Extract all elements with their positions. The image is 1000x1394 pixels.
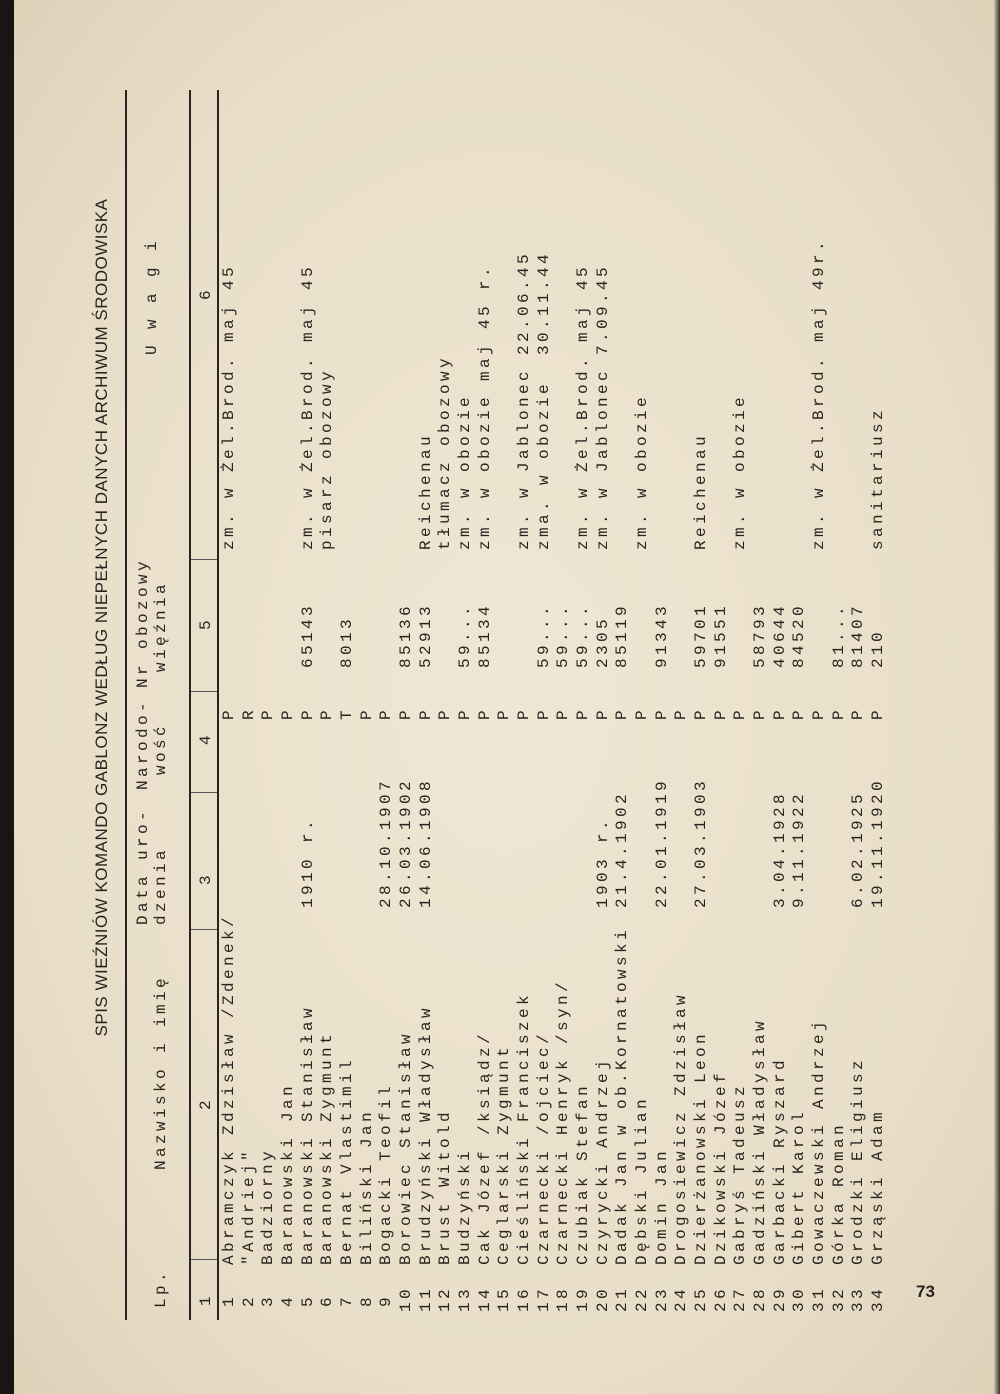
prisoner-name: Dzierżanowski Leon (692, 1030, 711, 1265)
row-number: 12 (436, 1285, 455, 1312)
nationality: P (751, 706, 770, 720)
nationality: P (357, 706, 376, 720)
column-divider (191, 792, 217, 793)
birth-date: 1910 r. (298, 816, 317, 908)
row-number: 18 (554, 1285, 573, 1312)
page-number: 73 (916, 1282, 935, 1301)
row-number: 27 (731, 1285, 750, 1312)
nationality: P (495, 706, 514, 720)
camp-number: 81... (829, 602, 848, 668)
row-number: 17 (534, 1285, 553, 1312)
remarks: zm. w Żel.Brod. maj 49r. (810, 237, 829, 550)
nationality: P (790, 706, 809, 720)
prisoner-name: Brudzyński Władysław (416, 1004, 435, 1265)
prisoner-name: Baranowski Stanisław (298, 1004, 317, 1265)
prisoner-name: Grząski Adam (869, 1108, 888, 1265)
column-number: 3 (197, 871, 215, 885)
column-number-rule (217, 90, 219, 1320)
row-number: 2 (239, 1293, 258, 1307)
table-row (554, 90, 574, 1320)
camp-number: 85134 (475, 602, 494, 668)
row-number: 9 (377, 1293, 396, 1307)
column-number: 4 (197, 731, 215, 745)
prisoner-name: Bernat Vlastimil (338, 1056, 357, 1265)
remarks: zm. w Żel.Brod. maj 45 (298, 263, 317, 550)
birth-date: 9.11.1922 (790, 790, 809, 908)
table-row (436, 90, 456, 1320)
camp-number: 59... (574, 602, 593, 668)
nationality: P (633, 706, 652, 720)
row-number: 34 (869, 1285, 888, 1312)
camp-number: 85119 (613, 602, 632, 668)
table-row (535, 90, 555, 1320)
camp-number: 81407 (849, 602, 868, 668)
birth-date: 26.03.1902 (397, 777, 416, 908)
table-row (613, 90, 633, 1320)
header-birth-line2: dzenia (152, 846, 170, 925)
row-number: 28 (751, 1285, 770, 1312)
row-number: 24 (672, 1285, 691, 1312)
camp-number: 8013 (338, 615, 357, 668)
table-row (712, 90, 732, 1320)
table-row (259, 90, 279, 1320)
prisoner-name: Dadak Jan w ob.Kornatowski (613, 926, 632, 1265)
column-divider (191, 559, 217, 560)
nationality: P (534, 706, 553, 720)
table-row (279, 90, 299, 1320)
row-number: 23 (652, 1285, 671, 1312)
nationality: P (515, 706, 534, 720)
birth-date: 14.06.1908 (416, 777, 435, 908)
row-number: 21 (613, 1285, 632, 1312)
remarks: Reichenau (416, 432, 435, 550)
row-number: 7 (338, 1293, 357, 1307)
birth-date: 28.10.1907 (377, 777, 396, 908)
camp-number: 59... (456, 602, 475, 668)
row-number: 1 (220, 1293, 238, 1307)
nationality: P (731, 706, 750, 720)
table-row (318, 90, 338, 1320)
prisoner-name: Czarnecki /ojciec/ (534, 1030, 553, 1265)
table-row (377, 90, 397, 1320)
row-number: 8 (357, 1293, 376, 1307)
rotated-table-page (90, 80, 910, 1320)
table-row (220, 90, 240, 1320)
row-number: 5 (298, 1293, 317, 1307)
camp-number: 52913 (416, 602, 435, 668)
nationality: P (220, 706, 238, 720)
column-divider (191, 929, 217, 930)
nationality: P (318, 706, 337, 720)
column-number: 6 (197, 286, 215, 300)
table-row (476, 90, 496, 1320)
prisoner-name: Borowiec Stanisław (397, 1030, 416, 1265)
remarks: zm. w obozie maj 45 r. (475, 263, 494, 550)
prisoner-name: Gabryś Tadeusz (731, 1082, 750, 1265)
header-nationality-line2: wość (152, 722, 170, 775)
nationality: T (338, 706, 357, 720)
table-row (731, 90, 751, 1320)
row-number: 15 (495, 1285, 514, 1312)
remarks: tłumacz obozowy (436, 354, 455, 550)
table-row (495, 90, 515, 1320)
camp-number: 59... (554, 602, 573, 668)
prisoner-name: Gadziński Władysław (751, 1017, 770, 1265)
table-row (869, 90, 889, 1320)
prisoner-name: Ceglarski Zygmunt (495, 1043, 514, 1265)
table-row (849, 90, 869, 1320)
nationality: P (436, 706, 455, 720)
row-number: 4 (279, 1293, 297, 1307)
remarks: zm. w Jablonec 22.06.45 (515, 250, 534, 550)
nationality: P (810, 706, 829, 720)
prisoner-name: Garbacki Ryszard (770, 1056, 789, 1265)
table-row (633, 90, 653, 1320)
camp-number: 40644 (770, 602, 789, 668)
prisoner-name: Czarnecki Henryk /syn/ (554, 978, 573, 1265)
nationality: P (849, 706, 868, 720)
prisoner-name: Gowaczewski Andrzej (810, 1017, 829, 1265)
row-number: 13 (456, 1285, 475, 1312)
prisoner-name: Budzyński (456, 1147, 475, 1265)
camp-number: 210 (869, 628, 888, 668)
column-divider (191, 1259, 217, 1260)
table-row (810, 90, 830, 1320)
nationality: P (416, 706, 435, 720)
prisoner-name: Baranowski Jan (279, 1082, 297, 1265)
header-camp-number-line2: więźnia (152, 580, 170, 672)
prisoner-name: Bogacki Teofil (377, 1082, 396, 1265)
row-number: 16 (515, 1285, 534, 1312)
prisoner-name: Drogosiewicz Zdzisław (672, 991, 691, 1265)
prisoner-name: Grodzki Eligiusz (849, 1056, 868, 1265)
remarks: zm. w obozie (633, 393, 652, 550)
camp-number: 91551 (711, 602, 730, 668)
nationality: P (613, 706, 632, 720)
nationality: P (475, 706, 494, 720)
table-row (456, 90, 476, 1320)
camp-number: 85136 (397, 602, 416, 668)
table-top-rule (125, 90, 127, 1320)
header-lp: Lp. (152, 1268, 170, 1308)
column-number: 5 (197, 616, 215, 630)
nationality: P (554, 706, 573, 720)
table-row (653, 90, 673, 1320)
remarks: pisarz obozowy (318, 367, 337, 550)
nationality: P (279, 706, 297, 720)
birth-date: 1903 r. (593, 816, 612, 908)
camp-number: 59701 (692, 602, 711, 668)
nationality: P (829, 706, 848, 720)
table-row (338, 90, 358, 1320)
row-number: 14 (475, 1285, 494, 1312)
birth-date: 19.11.1920 (869, 777, 888, 908)
prisoner-name: Dębski Julian (633, 1095, 652, 1265)
column-divider (191, 691, 217, 692)
nationality: P (770, 706, 789, 720)
nationality: P (672, 706, 691, 720)
prisoner-name: Biliński Jan (357, 1108, 376, 1265)
row-number: 29 (770, 1285, 789, 1312)
table-row (358, 90, 378, 1320)
row-number: 11 (416, 1285, 435, 1312)
table-row (830, 90, 850, 1320)
remarks: zm. w Żel.Brod. maj 45 (574, 263, 593, 550)
row-number: 30 (790, 1285, 809, 1312)
column-number: 2 (197, 1096, 215, 1110)
table-row (515, 90, 535, 1320)
nationality: P (259, 706, 278, 720)
header-rule (189, 90, 191, 1320)
document-title: SPIS WIEŹNIÓW KOMANDO GABLONZ WEDŁUG NIEPEŁNYCH DANYCH ARCHIWUM ŚRODOWISKA (92, 198, 111, 1037)
table-row (574, 90, 594, 1320)
birth-date: 27.03.1903 (692, 777, 711, 908)
camp-number: 91343 (652, 602, 671, 668)
header-camp-number-line1: Nr obozowy (134, 557, 152, 688)
remarks: Reichenau (692, 432, 711, 550)
prisoner-name: Gibert Karol (790, 1108, 809, 1265)
row-number: 32 (829, 1285, 848, 1312)
prisoner-name: Czubiak Stefan (574, 1082, 593, 1265)
header-birth-line1: Data uro- (134, 807, 152, 925)
nationality: P (574, 706, 593, 720)
header-remarks: U w a g i (143, 237, 161, 355)
scan-edge (0, 0, 14, 1394)
prisoner-name: Baranowski Zygmunt (318, 1030, 337, 1265)
table-row (751, 90, 771, 1320)
scan-edge (994, 0, 1000, 1394)
camp-number: 84520 (790, 602, 809, 668)
table-row (594, 90, 614, 1320)
nationality: P (869, 706, 888, 720)
birth-date: 3.04.1928 (770, 790, 789, 908)
birth-date: 21.4.1902 (613, 790, 632, 908)
remarks: sanitariusz (869, 406, 888, 550)
nationality: P (711, 706, 730, 720)
table-row (672, 90, 692, 1320)
header-name: Nazwisko i imię (152, 974, 170, 1170)
row-number: 19 (574, 1285, 593, 1312)
header-nationality-line1: Narodo- (134, 698, 152, 790)
table-row (299, 90, 319, 1320)
nationality: P (298, 706, 317, 720)
table-row (397, 90, 417, 1320)
remarks: zm. w Jablonec 7.09.45 (593, 263, 612, 550)
prisoner-name: Abramczyk Zdzisław /Zdenek/ (220, 913, 238, 1265)
row-number: 6 (318, 1293, 337, 1307)
prisoner-name: Badziorny (259, 1147, 278, 1265)
row-number: 33 (849, 1285, 868, 1312)
remarks: zm. w obozie (456, 393, 475, 550)
prisoner-name: Górka Roman (829, 1121, 848, 1265)
nationality: P (456, 706, 475, 720)
row-number: 10 (397, 1285, 416, 1312)
row-number: 26 (711, 1285, 730, 1312)
prisoner-name: Czyrycki Andrzej (593, 1056, 612, 1265)
nationality: P (692, 706, 711, 720)
prisoner-name: "Andriej" (239, 1147, 258, 1265)
row-number: 22 (633, 1285, 652, 1312)
table-row (240, 90, 260, 1320)
camp-number: 2305 (593, 615, 612, 668)
row-number: 25 (692, 1285, 711, 1312)
prisoner-name: Cak Józef /ksiądz/ (475, 1030, 494, 1265)
remarks: zma. w obozie 30.11.44 (534, 250, 553, 550)
table-row (692, 90, 712, 1320)
camp-number: 65143 (298, 602, 317, 668)
table-row (771, 90, 791, 1320)
prisoner-name: Brust Witold (436, 1108, 455, 1265)
camp-number: 59... (534, 602, 553, 668)
column-number: 1 (197, 1292, 215, 1306)
prisoner-name: Cieśliński Franciszek (515, 991, 534, 1265)
row-number: 3 (259, 1293, 278, 1307)
row-number: 31 (810, 1285, 829, 1312)
birth-date: 22.01.1919 (652, 777, 671, 908)
nationality: P (652, 706, 671, 720)
table-row (417, 90, 437, 1320)
nationality: P (593, 706, 612, 720)
prisoner-name: Dzikowski Józef (711, 1069, 730, 1265)
nationality: R (239, 706, 258, 720)
row-number: 20 (593, 1285, 612, 1312)
birth-date: 6.02.1925 (849, 790, 868, 908)
camp-number: 58793 (751, 602, 770, 668)
remarks: zm. w Żel.Brod. maj 45 (220, 263, 238, 550)
nationality: P (397, 706, 416, 720)
table-row (790, 90, 810, 1320)
remarks: zm. w obozie (731, 393, 750, 550)
prisoner-name: Domin Jan (652, 1147, 671, 1265)
nationality: P (377, 706, 396, 720)
